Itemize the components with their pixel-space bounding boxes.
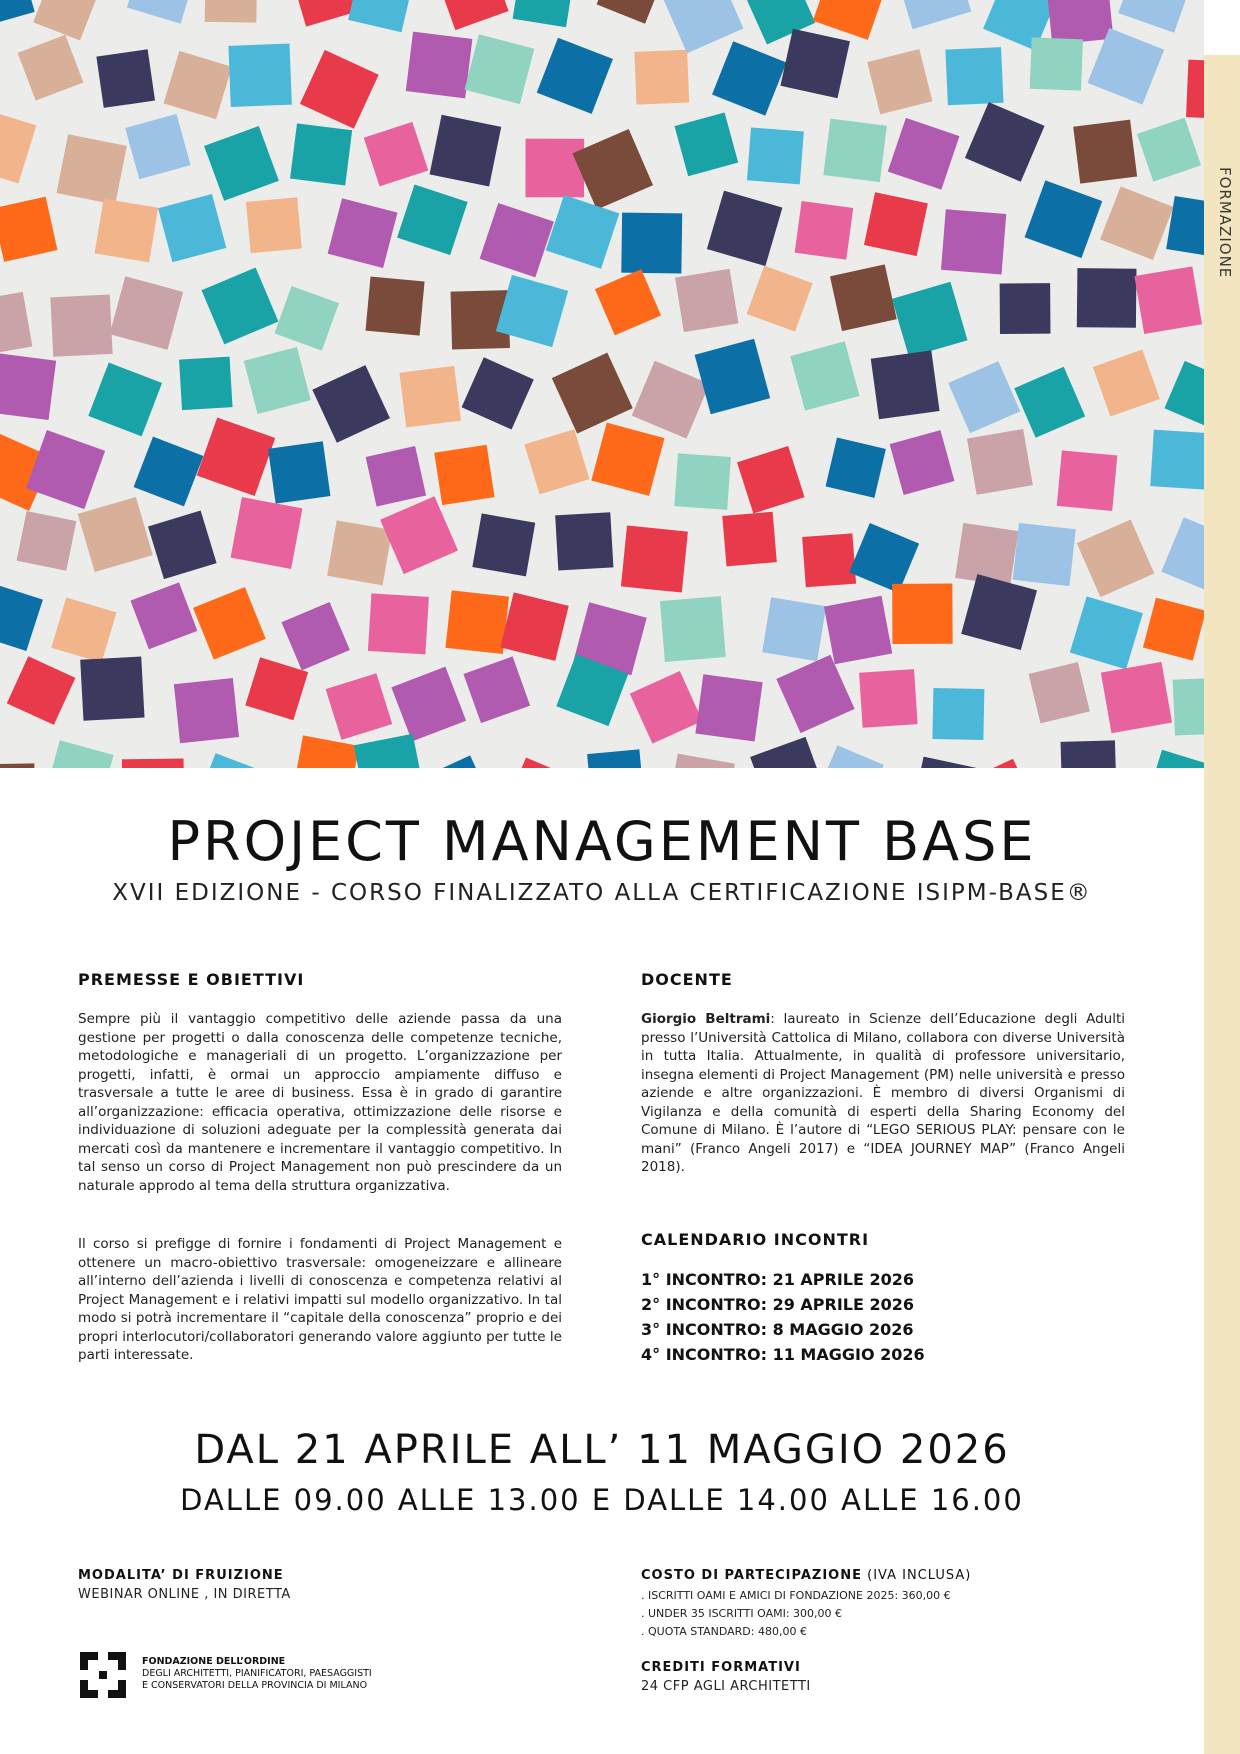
confetti-square [823,119,887,183]
confetti-square [1143,598,1204,661]
confetti-square [1029,662,1090,723]
modalita-heading: MODALITA’ DI FRUIZIONE [78,1568,284,1583]
confetti-square [505,758,574,768]
confetti-square [0,107,36,183]
confetti-square [472,513,535,576]
confetti-square [312,365,390,443]
confetti-square [326,673,393,740]
confetti-square [849,523,919,593]
confetti-square [205,0,257,23]
confetti-square [281,602,349,670]
confetti-square [0,763,35,768]
confetti-square [88,363,162,437]
premesse-paragraph-1: Sempre più il vantaggio competitivo delle aziende passa da una gestione per progetti o dalla conoscenza delle competenze tecniche, metodologiche e manageriali di un progetto. L’organizzazione per progetti, infatti, è ormai un approccio ampiamente diffuso e trasversale a tutte le aree di business. Essa è in grado di garantire all’organizzazione: efficacia operativa, ottimizzazione delle risorse e individuazione di soluzioni adeguate per la complessità generata dai mercati così da mantenere e incrementare il vantaggio competitivo. In tal senso un corso di Project Management non può prescindere da un naturale approdo al tema della struttura organizzativa. [78,1011,562,1194]
confetti-square [674,112,738,176]
confetti-square [945,47,1003,105]
confetti-square [7,656,76,725]
costo-heading [641,1568,971,1583]
costo-heading-label: COSTO DI PARTECIPAZIONE [641,1568,862,1583]
confetti-square [632,361,710,439]
confetti-square [96,49,155,108]
confetti-square [195,753,268,768]
confetti-square [328,198,398,268]
logo-line-3: E CONSERVATORI DELLA PROVINCIA DI MILANO [142,1680,368,1691]
confetti-square [231,497,303,569]
confetti-square [591,423,664,496]
confetti-square [546,195,620,269]
confetti-square [864,192,928,256]
side-label [1204,55,1240,279]
confetti-square [245,657,308,720]
confetti-square [674,453,731,510]
confetti-square [790,341,859,410]
confetti-square [932,688,984,740]
confetti-square [892,584,953,645]
confetti-square [712,41,786,115]
confetti-square [737,446,805,514]
confetti-square [1014,367,1085,438]
confetti-square [434,445,494,505]
confetti-square [1057,450,1118,511]
hero-image [0,0,1204,768]
confetti-square [747,127,804,184]
costo-item: . UNDER 35 ISCRITTI OAMI: 300,00 € [641,1607,843,1620]
confetti-square [555,512,613,570]
confetti-square [1166,196,1204,258]
costo-list [641,1587,951,1641]
confetti-square [1101,662,1172,733]
confetti-square [795,201,854,260]
confetti-square [776,655,854,733]
confetti-squares-artwork [0,0,1204,768]
confetti-square [293,735,360,768]
confetti-square [134,437,204,507]
confetti-square [80,656,144,720]
calendario-heading: CALENDARIO INCONTRI [641,1230,870,1249]
confetti-square [780,29,850,99]
confetti-square [423,755,492,768]
confetti-square [179,357,233,411]
confetti-square [125,114,190,179]
confetti-square [0,197,57,262]
confetti-square [202,267,279,344]
confetti-square [1137,118,1201,182]
confetti-square [197,418,276,497]
confetti-square [366,446,426,506]
confetti-square [668,754,735,768]
confetti-square [174,678,239,743]
confetti-square [662,0,743,53]
confetti-square [630,671,703,744]
confetti-square [1013,523,1076,586]
confetti-square [1161,517,1204,594]
confetti-square [675,269,738,332]
confetti-square [802,533,856,587]
confetti-square [465,34,535,104]
confetti-square [634,50,689,105]
confetti-square [45,740,113,768]
confetti-square [33,0,98,41]
confetti-square [966,759,1035,768]
confetti-square [892,282,968,358]
confetti-square [204,126,279,201]
confetti-square [552,353,633,434]
confetti-square [1134,266,1202,334]
side-label-text: FORMAZIONE [1216,167,1234,279]
confetti-square [480,203,554,277]
docente-heading: DOCENTE [641,970,733,989]
confetti-square [228,44,291,107]
confetti-square [587,749,644,768]
confetti-square [500,592,568,660]
confetti-square [537,38,613,114]
confetti-square [941,209,1006,274]
confetti-square [750,737,825,768]
confetti-square [867,49,932,114]
confetti-square [445,590,509,654]
confetti-square [621,526,688,593]
confetti-square [813,0,887,40]
docente-bio-text: : laureato in Scienze dell’Educazione degli Adulti presso l’Università Cattolica di Milano, collabora con diverse Università in tutta Italia. Attualmente, in qualità di professore universitario, insegna elementi di Project Management (PM) nelle università e presso aziende e altre organizzazioni. È membro di diversi Organismi di Vigilanza e della comunità di esperti della Sharing Economy del Comune di Milano. È l’autore di “LEGO SERIOUS PLAY: pensare con le mani” (Franco Angeli 2017) e “IDEA JOURNEY MAP” (Franco Angeli 2018). [641,1011,1125,1175]
confetti-square [18,35,84,101]
confetti-square [274,286,339,351]
confetti-square [1100,186,1174,260]
confetti-square [1173,677,1204,735]
confetti-square [707,191,783,267]
logo-line-2: DEGLI ARCHITETTI, PIANIFICATORI, PAESAGGISTI [142,1668,372,1679]
confetti-square [397,184,468,255]
confetti-square [462,357,534,429]
modalita-text: WEBINAR ONLINE , IN DIRETTA [78,1587,291,1602]
confetti-square [193,587,266,660]
confetti-square [26,430,105,509]
confetti-square [895,0,971,29]
confetti-square [17,511,77,571]
confetti-square [436,0,508,30]
fondazione-logo-icon [80,1652,126,1698]
crediti-text: 24 CFP AGLI ARCHITETTI [641,1679,811,1694]
calendario-item: 1° INCONTRO: 21 APRILE 2026 [641,1270,915,1289]
hours-line: DALLE 09.00 ALLE 13.00 E DALLE 14.00 ALLE 16.00 [180,1483,1024,1517]
logo-line-1: FONDAZIONE DELL’ORDINE [142,1656,286,1667]
confetti-square [290,123,352,185]
confetti-square [660,596,726,662]
confetti-square [1046,0,1113,45]
calendario-item: 2° INCONTRO: 29 APRILE 2026 [641,1295,915,1314]
confetti-square [1118,0,1193,33]
confetti-square [965,102,1045,182]
confetti-square [0,0,35,28]
confetti-square [244,347,311,414]
confetti-square [722,512,777,567]
confetti-square [597,0,665,24]
confetti-square [525,139,584,198]
confetti-square [1150,430,1204,490]
confetti-square [391,667,466,742]
confetti-square [595,269,661,335]
confetti-square [1025,180,1103,258]
confetti-square [380,496,458,574]
confetti-square [830,264,897,331]
confetti-square [824,596,892,664]
confetti-square [246,197,302,253]
calendario-item: 3° INCONTRO: 8 MAGGIO 2026 [641,1320,914,1339]
confetti-square [463,656,530,723]
confetti-square [747,266,813,332]
confetti-square [762,597,826,661]
confetti-square [967,429,1033,495]
confetti-square [621,213,682,274]
confetti-square [51,598,116,663]
costo-heading-note: (IVA INCLUSA) [861,1568,972,1583]
confetti-square [955,523,1018,586]
confetti-square [366,277,425,336]
confetti-square [1093,350,1160,417]
confetti-square [912,757,978,768]
premesse-heading: PREMESSE E OBIETTIVI [78,970,305,989]
confetti-square [572,129,653,210]
confetti-square [961,574,1037,650]
confetti-square [1000,283,1051,334]
fondazione-logo-text [142,1656,372,1692]
calendario-item: 4° INCONTRO: 11 MAGGIO 2026 [641,1345,925,1364]
confetti-square [50,294,112,356]
confetti-square [0,583,43,651]
confetti-square [513,0,575,27]
confetti-square [1164,361,1204,429]
confetti-square [164,51,232,119]
confetti-square [268,441,330,503]
confetti-square [871,350,940,419]
crediti-heading: CREDITI FORMATIVI [641,1660,801,1675]
confetti-square [56,134,126,204]
confetti-square [122,759,184,768]
confetti-square [364,122,429,187]
confetti-square [158,194,226,262]
confetti-square [130,582,197,649]
confetti-square [110,276,184,350]
confetti-square [826,438,886,498]
page-subtitle: XVII EDIZIONE - CORSO FINALIZZATO ALLA CERTIFICAZIONE ISIPM-BASE® [112,880,1092,906]
confetti-square [888,118,960,190]
confetti-square [0,292,32,356]
confetti-square [1073,120,1137,184]
confetti-square [695,674,762,741]
docente-bio [641,1010,1125,1177]
calendario-list [641,1267,925,1367]
confetti-square [695,339,771,415]
confetti-square [78,497,153,572]
side-band [1204,55,1240,1754]
confetti-square [300,50,379,129]
confetti-square [1077,519,1155,597]
confetti-square [327,520,392,585]
confetti-square [524,429,589,494]
confetti-square [1186,60,1204,120]
confetti-square [948,361,1020,433]
page-title: PROJECT MANAGEMENT BASE [167,810,1037,873]
confetti-square [818,745,884,768]
confetti-square [0,353,56,420]
confetti-square [95,199,159,263]
confetti-square [148,510,217,579]
confetti-square [399,366,461,428]
confetti-square [1061,740,1117,768]
confetti-square [348,0,414,32]
confetti-square [1147,750,1204,768]
premesse-paragraph-2: Il corso si prefigge di fornire i fondamenti di Project Management e ottenere un macro-obiettivo trasversale: omogeneizzare e allineare all’interno dell’azienda i livelli di conoscenza e competenza relativi al Project Management e i relativi impatti sul modello organizzativo. In tal modo si potrà incrementare il “capitale della conoscenza” proprio e dei propri interlocutori/collaboratori generando valore aggiunto per tutte le parti interessate. [78,1236,562,1363]
confetti-square [430,115,502,187]
dates-line: DAL 21 APRILE ALL’ 11 MAGGIO 2026 [194,1427,1010,1473]
costo-item: . QUOTA STANDARD: 480,00 € [641,1625,807,1638]
confetti-square [1030,37,1083,90]
costo-item: . ISCRITTI OAMI E AMICI DI FONDAZIONE 2025: 360,00 € [641,1589,951,1602]
confetti-square [1077,268,1137,328]
confetti-square [859,669,918,728]
confetti-square [890,430,955,495]
confetti-square [406,32,473,99]
confetti-square [1070,596,1143,669]
confetti-square [127,0,197,24]
confetti-square [368,593,429,654]
docente-name: Giorgio Beltrami [641,1011,771,1027]
